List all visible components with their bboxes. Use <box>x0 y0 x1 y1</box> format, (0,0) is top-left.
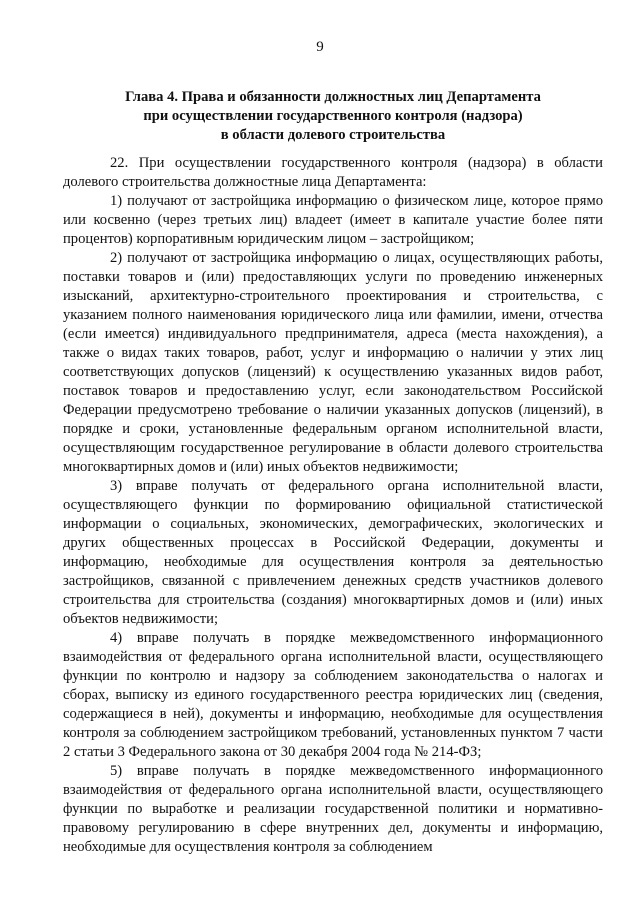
chapter-title-line-2: при осуществлении государственного контроля (надзора) <box>143 108 523 124</box>
chapter-title-line-3: в области долевого строительства <box>220 127 446 143</box>
paragraph-item-4: 4) вправе получать в порядке межведомственного информационного взаимодействия от федерального органа исполнительной власти, осуществляющего функции по контролю и надзору за соблюдением законодательства о налогах и сборах, выписку из единого государственного реестра юридических лиц (сведения, содержащиеся в ней), документы и информацию, необходимые для осуществления контроля за соблюдением застройщиком требований, установленных пунктом 7 части 2 статьи 3 Федерального закона от 30 декабря 2004 года № 214-ФЗ; <box>63 630 603 760</box>
paragraph-22-intro: 22. При осуществлении государственного контроля (надзора) в области долевого строительства должностные лица Департамента: <box>63 155 603 190</box>
paragraph-item-3: 3) вправе получать от федерального органа исполнительной власти, осуществляющего функции по формированию официальной статистической информации о социальных, экономических, демографических, экологических и других общественных процессах в Российской Федерации, документы и информацию, необходимые для осуществления контроля за деятельностью застройщиков, связанной с привлечением денежных средств участников долевого строительства для строительства (создания) многоквартирных домов и (или) иных объектов недвижимости; <box>63 478 603 627</box>
paragraph-item-5: 5) вправе получать в порядке межведомственного информационного взаимодействия от федерального органа исполнительной власти, осуществляющего функции по выработке и реализации государственной политики и нормативно-правовому регулированию в сфере внутренних дел, документы и информацию, необходимые для осуществления контроля за соблюдением <box>63 763 603 855</box>
chapter-title-line-1: Глава 4. Права и обязанности должностных лиц Департамента <box>125 89 541 105</box>
paragraph-item-1: 1) получают от застройщика информацию о физическом лице, которое прямо или косвенно (через третьих лиц) владеет (имеет в капитале участие более пяти процентов) корпоративным юридическим лицом – застройщиком; <box>63 193 603 247</box>
paragraph-item-2: 2) получают от застройщика информацию о лицах, осуществляющих работы, поставки товаров и (или) предоставляющих услуги по проведению инженерных изысканий, архитектурно-строительного проектирования и строительства, с указанием полного наименования юридического лица или фамилии, имени, отчества (если имеется) индивидуального предпринимателя, адреса (места нахождения), а также о видах таких товаров, работ, услуг и информацию о наличии у этих лиц соответствующих допусков (лицензий) к осуществлению указанных видов работ, поставок товаров и предоставлению услуг, если законодательством Российской Федерации предусмотрено требование о наличии указанных допусков (лицензий), в порядке и сроки, установленные федеральным органом исполнительной власти, осуществляющим государственное регулирование в области долевого строительства многоквартирных домов и (или) иных объектов недвижимости; <box>63 250 603 475</box>
chapter-title <box>63 88 603 145</box>
page-number: 9 <box>316 39 324 55</box>
document-body <box>63 154 603 857</box>
